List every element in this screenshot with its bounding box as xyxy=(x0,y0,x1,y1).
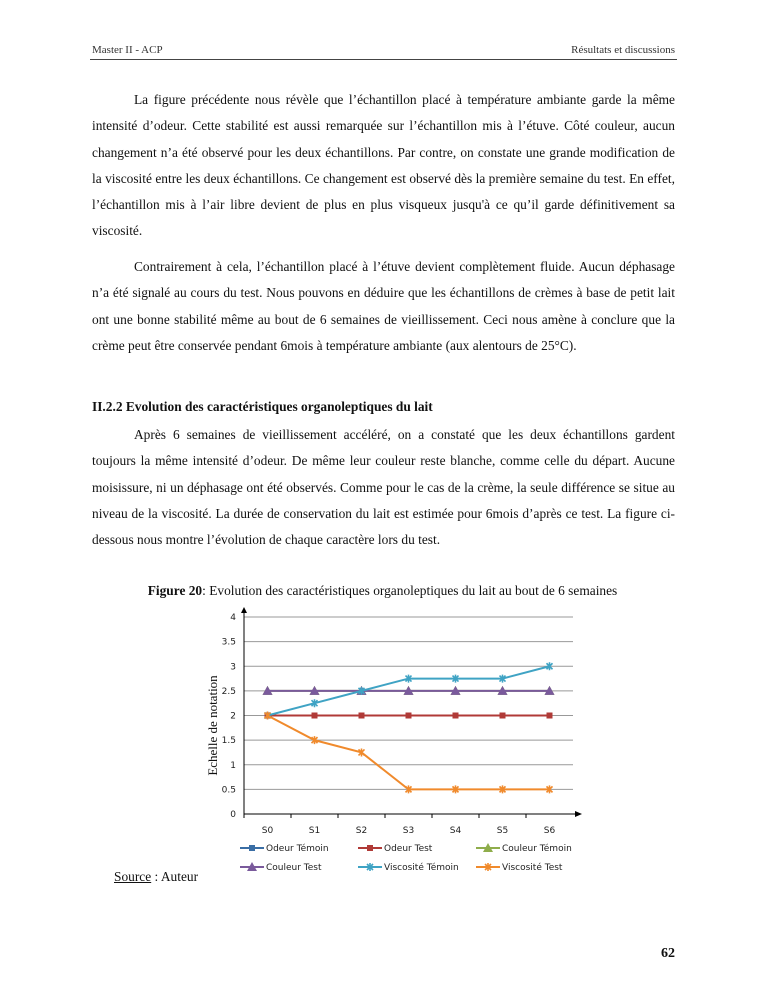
data-point xyxy=(406,713,412,719)
y-tick-label: 2.5 xyxy=(221,686,236,697)
data-point xyxy=(547,713,553,719)
y-tick-label: 0 xyxy=(230,810,236,820)
y-tick-label: 3 xyxy=(230,662,236,673)
source-note xyxy=(114,869,198,885)
paragraph-text: Après 6 semaines de vieillissement accéléré, on a constaté que les deux échantillons gardent toujours la même intensité d’odeur. De même leur couleur reste blanche, comme celle du départ. Aucune moisissure, ni un déphasage ont été observés. Comme pour le cas de la crème, la seule différence se situe au niveau de la viscosité. La durée de conservation du lait est estimée pour 6mois d’après ce test. La figure ci-dessous nous montre l’évolution de chaque caractère lors du test. xyxy=(92,427,675,548)
paragraph-text: Contrairement à cela, l’échantillon placé à l’étuve devient complètement fluide. Aucun déphasage n’a été signalé au cours du test. Nous pouvons en déduire que les échantillons de crèmes à base de petit lait ont une bonne stabilité même au bout de 6 semaines de vieillissement. Ceci nous amène à conclure que la crème peut être conservée pendant 6mois à température ambiante (aux alentours de 25°C). xyxy=(92,259,675,353)
source-text: : Auteur xyxy=(151,869,199,884)
legend-marker xyxy=(249,845,255,851)
y-axis-arrow xyxy=(241,607,247,613)
data-point xyxy=(359,713,365,719)
x-tick-label: S6 xyxy=(543,826,556,836)
header-right: Résultats et discussions xyxy=(571,44,675,56)
page-number: 62 xyxy=(661,946,675,961)
x-tick-label: S0 xyxy=(261,826,274,836)
series-line xyxy=(268,716,550,790)
header-rule xyxy=(90,59,677,60)
y-tick-label: 3.5 xyxy=(221,637,236,648)
figure-label: Figure 20 xyxy=(147,583,203,598)
legend-label: Couleur Test xyxy=(266,863,322,873)
legend-label: Viscosité Témoin xyxy=(384,863,459,873)
legend-marker xyxy=(367,845,373,851)
paragraph-1 xyxy=(92,87,675,245)
y-tick-label: 2 xyxy=(230,711,236,722)
x-tick-label: S1 xyxy=(308,826,321,836)
x-tick-label: S3 xyxy=(402,826,415,836)
legend-label: Couleur Témoin xyxy=(502,844,572,854)
section-title: II.2.2 Evolution des caractéristiques organoleptiques du lait xyxy=(92,399,433,414)
y-tick-label: 1.5 xyxy=(221,736,236,747)
data-point xyxy=(312,713,318,719)
y-tick-label: 4 xyxy=(230,613,236,623)
y-tick-label: 1 xyxy=(230,760,236,771)
legend-label: Odeur Test xyxy=(384,844,433,854)
x-tick-label: S4 xyxy=(449,826,462,836)
x-axis-arrow xyxy=(575,811,582,817)
legend-label: Viscosité Test xyxy=(502,863,563,873)
y-axis-label: Echelle de notation xyxy=(205,675,220,776)
header-left: Master II - ACP xyxy=(92,44,163,56)
x-tick-label: S2 xyxy=(355,826,368,836)
data-point xyxy=(500,713,506,719)
source-label: Source xyxy=(114,869,152,884)
y-tick-label: 0.5 xyxy=(221,785,236,796)
legend-label: Odeur Témoin xyxy=(266,844,329,854)
figure-caption xyxy=(0,583,765,599)
paragraph-text: La figure précédente nous révèle que l’échantillon placé à température ambiante garde la même intensité d’odeur. Cette stabilité est aussi remarquée sur l’échantillon mis à l’étuve. Côté couleur, aucun changement n’a été observé pour les deux échantillons. Par contre, on constate une grande modification de la viscosité entre les deux échantillons. Ce changement est observé dès la première semaine du test. En effet, l’échantillon mis à l’air libre devient de plus en plus visqueux jusqu'à ce qu’il garde définitivement sa viscosité. xyxy=(92,92,675,239)
paragraph-3 xyxy=(92,422,675,553)
paragraph-2 xyxy=(92,254,675,359)
line-chart xyxy=(200,605,590,880)
figure-caption-text: : Evolution des caractéristiques organoleptiques du lait au bout de 6 semaines xyxy=(202,583,618,598)
data-point xyxy=(453,713,459,719)
x-tick-label: S5 xyxy=(496,826,509,836)
